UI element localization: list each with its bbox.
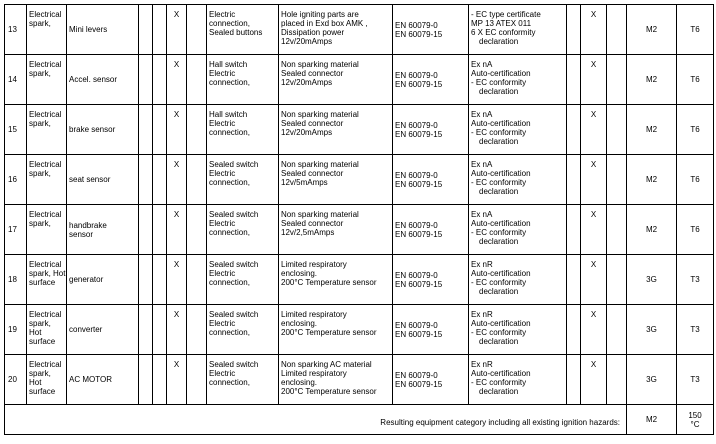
description-cell-line: Non sparking material: [281, 60, 359, 69]
hazard-cell-line: spark,: [29, 369, 51, 378]
empty-cell: [153, 355, 167, 405]
temperature-class-cell: T3: [677, 255, 714, 305]
summary-temperature-unit: °C: [690, 419, 700, 429]
table-body: [5, 5, 714, 435]
certification-cell-line: declaration: [479, 337, 519, 346]
summary-temperature: [677, 405, 714, 435]
empty-cell: [607, 105, 627, 155]
table-row: [5, 5, 714, 55]
empty-cell: [139, 155, 153, 205]
certification-cell-line: declaration: [479, 237, 519, 246]
component-cell-line: Mini levers: [69, 25, 108, 34]
empty-cell: [139, 105, 153, 155]
hazard-cell-line: Electrical: [29, 160, 62, 169]
certification-cell-line: Ex nA: [471, 60, 493, 69]
category-cell: M2: [627, 55, 677, 105]
temperature-class-cell: T3: [677, 305, 714, 355]
standards-cell: [393, 305, 469, 355]
certification-cell-line: declaration: [479, 137, 519, 146]
component-cell: [67, 105, 139, 155]
temperature-class-cell: T6: [677, 55, 714, 105]
certification-cell-line: Auto-certification: [471, 319, 531, 328]
table-row: [5, 105, 714, 155]
empty-cell: [607, 205, 627, 255]
certification-cell-line: Ex nA: [471, 210, 493, 219]
certification-cell-line: - EC conformity: [471, 328, 527, 337]
description-cell-line: Non sparking AC material: [281, 360, 372, 369]
row-number: 18: [5, 255, 27, 305]
hazard-cell-line: Electrical: [29, 110, 62, 119]
description-cell-line: Hole igniting parts are: [281, 10, 359, 19]
hazard-cell-line: Electrical: [29, 210, 62, 219]
hazard-cell: [27, 355, 67, 405]
mark-b-cell: X: [581, 155, 607, 205]
standards-cell-line: EN 60079-0: [395, 370, 438, 380]
mark-a-cell: X: [167, 55, 187, 105]
standards-cell: [393, 355, 469, 405]
mark-b-cell: X: [581, 305, 607, 355]
empty-cell: [153, 105, 167, 155]
measure-cell-line: Electric: [209, 319, 236, 328]
empty-cell: [567, 355, 581, 405]
mark-b-cell: X: [581, 105, 607, 155]
empty-cell: [187, 355, 207, 405]
row-number: 13: [5, 5, 27, 55]
empty-cell: [139, 305, 153, 355]
empty-cell: [567, 5, 581, 55]
category-cell: M2: [627, 105, 677, 155]
standards-cell: [393, 5, 469, 55]
certification-cell: [469, 305, 567, 355]
table-row: [5, 155, 714, 205]
description-cell-line: Limited respiratory: [281, 310, 347, 319]
empty-cell: [567, 205, 581, 255]
standards-cell-line: EN 60079-15: [395, 329, 443, 339]
hazard-cell-line: spark, Hot: [29, 269, 66, 278]
standards-cell-line: EN 60079-0: [395, 320, 438, 330]
standards-cell-line: EN 60079-15: [395, 179, 443, 189]
mark-a-cell: X: [167, 5, 187, 55]
description-cell-line: 200°C Temperature sensor: [281, 328, 377, 337]
measure-cell-line: Hall switch: [209, 60, 248, 69]
measure-cell-line: Electric: [209, 219, 236, 228]
standards-cell-line: EN 60079-0: [395, 70, 438, 80]
description-cell-line: enclosing.: [281, 378, 318, 387]
temperature-class-cell: T6: [677, 155, 714, 205]
measure-cell-line: Electric: [209, 119, 236, 128]
certification-cell-line: Auto-certification: [471, 169, 531, 178]
certification-cell: [469, 105, 567, 155]
description-cell: [279, 205, 393, 255]
certification-cell-line: Auto-certification: [471, 119, 531, 128]
description-cell: [279, 255, 393, 305]
component-cell-line: brake sensor: [69, 125, 116, 134]
measure-cell-line: connection,: [209, 328, 250, 337]
empty-cell: [567, 105, 581, 155]
standards-cell: [393, 105, 469, 155]
measure-cell-line: connection,: [209, 228, 250, 237]
empty-cell: [139, 5, 153, 55]
hazard-cell-line: surface: [29, 278, 56, 287]
hazard-cell-line: Electrical: [29, 10, 62, 19]
standards-cell: [393, 255, 469, 305]
mark-b-cell: X: [581, 5, 607, 55]
component-cell-line: generator: [69, 275, 104, 284]
certification-cell: [469, 255, 567, 305]
standards-cell: [393, 55, 469, 105]
certification-cell-line: 6 X EC conformity: [471, 28, 536, 37]
hazard-cell-line: spark,: [29, 169, 51, 178]
empty-cell: [153, 255, 167, 305]
certification-cell: [469, 5, 567, 55]
hazard-cell-line: spark,: [29, 19, 51, 28]
mark-a-cell: X: [167, 105, 187, 155]
certification-cell-line: - EC conformity: [471, 378, 527, 387]
description-cell-line: Sealed connector: [281, 69, 344, 78]
hazard-cell: [27, 155, 67, 205]
empty-cell: [567, 305, 581, 355]
ignition-hazard-table: [4, 4, 714, 435]
certification-cell: [469, 55, 567, 105]
standards-cell-line: EN 60079-15: [395, 129, 443, 139]
measure-cell-line: connection,: [209, 78, 250, 87]
standards-cell-line: EN 60079-15: [395, 79, 443, 89]
hazard-cell-line: spark,: [29, 119, 51, 128]
hazard-cell-line: spark,: [29, 319, 51, 328]
measure-cell-line: Sealed switch: [209, 160, 259, 169]
hazard-cell-line: spark,: [29, 219, 51, 228]
summary-label: Resulting equipment category including all existing ignition hazards:: [5, 405, 627, 435]
empty-cell: [139, 255, 153, 305]
description-cell-line: enclosing.: [281, 269, 318, 278]
description-cell: [279, 105, 393, 155]
empty-cell: [153, 305, 167, 355]
measure-cell: [207, 305, 279, 355]
certification-cell-line: - EC conformity: [471, 278, 527, 287]
hazard-cell: [27, 255, 67, 305]
description-cell-line: 200°C Temperature sensor: [281, 278, 377, 287]
certification-cell-line: Ex nA: [471, 160, 493, 169]
category-cell: 3G: [627, 355, 677, 405]
row-number: 15: [5, 105, 27, 155]
measure-cell-line: Sealed switch: [209, 260, 259, 269]
description-cell-line: Sealed connector: [281, 219, 344, 228]
component-cell-line: handbrake: [69, 220, 107, 230]
measure-cell-line: Electric: [209, 10, 236, 19]
row-number: 16: [5, 155, 27, 205]
empty-cell: [607, 55, 627, 105]
description-cell-line: 12v/5mAmps: [281, 178, 328, 187]
standards-cell: [393, 205, 469, 255]
certification-cell-line: declaration: [479, 387, 519, 396]
certification-cell-line: declaration: [479, 287, 519, 296]
certification-cell-line: - EC conformity: [471, 78, 527, 87]
empty-cell: [139, 205, 153, 255]
description-cell-line: Non sparking material: [281, 110, 359, 119]
empty-cell: [153, 205, 167, 255]
measure-cell-line: connection,: [209, 128, 250, 137]
empty-cell: [187, 305, 207, 355]
measure-cell: [207, 155, 279, 205]
certification-cell-line: Auto-certification: [471, 269, 531, 278]
empty-cell: [187, 55, 207, 105]
standards-cell-line: EN 60079-0: [395, 170, 438, 180]
certification-cell-line: - EC conformity: [471, 128, 527, 137]
mark-a-cell: X: [167, 305, 187, 355]
certification-cell-line: Auto-certification: [471, 219, 531, 228]
certification-cell: [469, 355, 567, 405]
component-cell-line: AC MOTOR: [69, 375, 112, 384]
measure-cell: [207, 255, 279, 305]
certification-cell-line: - EC type certificate: [471, 10, 541, 19]
category-cell: M2: [627, 155, 677, 205]
summary-row: [5, 405, 714, 435]
standards-cell-line: EN 60079-15: [395, 379, 443, 389]
measure-cell-line: Electric: [209, 69, 236, 78]
empty-cell: [187, 255, 207, 305]
mark-a-cell: X: [167, 205, 187, 255]
mark-b-cell: X: [581, 205, 607, 255]
empty-cell: [153, 5, 167, 55]
mark-a-cell: X: [167, 355, 187, 405]
category-cell: M2: [627, 205, 677, 255]
standards-cell: [393, 155, 469, 205]
measure-cell-line: connection,: [209, 378, 250, 387]
certification-cell-line: declaration: [479, 187, 519, 196]
description-cell-line: Limited respiratory: [281, 260, 347, 269]
mark-a-cell: X: [167, 255, 187, 305]
row-number: 20: [5, 355, 27, 405]
hazard-cell-line: Electrical: [29, 60, 62, 69]
measure-cell-line: Electric: [209, 169, 236, 178]
mark-b-cell: X: [581, 355, 607, 405]
hazard-cell-line: Hot: [29, 378, 42, 387]
summary-temperature-value: 150: [688, 410, 702, 420]
description-cell: [279, 355, 393, 405]
description-cell: [279, 5, 393, 55]
empty-cell: [187, 155, 207, 205]
component-cell: [67, 155, 139, 205]
description-cell-line: 12v/2,5mAmps: [281, 228, 335, 237]
certification-cell: [469, 205, 567, 255]
summary-category: M2: [627, 405, 677, 435]
empty-cell: [567, 155, 581, 205]
empty-cell: [567, 55, 581, 105]
measure-cell-line: connection,: [209, 278, 250, 287]
mark-b-cell: X: [581, 55, 607, 105]
row-number: 14: [5, 55, 27, 105]
empty-cell: [567, 255, 581, 305]
hazard-cell-line: spark,: [29, 69, 51, 78]
empty-cell: [187, 105, 207, 155]
certification-cell-line: Ex nR: [471, 360, 493, 369]
empty-cell: [139, 355, 153, 405]
component-cell-line: Accel. sensor: [69, 75, 118, 84]
empty-cell: [153, 55, 167, 105]
measure-cell: [207, 105, 279, 155]
certification-cell-line: Ex nR: [471, 310, 493, 319]
mark-a-cell: X: [167, 155, 187, 205]
standards-cell-line: EN 60079-0: [395, 120, 438, 130]
component-cell: [67, 355, 139, 405]
measure-cell: [207, 5, 279, 55]
measure-cell-line: Electric: [209, 269, 236, 278]
description-cell-line: Non sparking material: [281, 210, 359, 219]
description-cell-line: placed in Exd box AMK ,: [281, 19, 368, 28]
row-number: 17: [5, 205, 27, 255]
empty-cell: [607, 5, 627, 55]
measure-cell: [207, 355, 279, 405]
hazard-cell-line: Electrical: [29, 260, 62, 269]
hazard-cell-line: Electrical: [29, 360, 62, 369]
measure-cell-line: connection,: [209, 178, 250, 187]
empty-cell: [139, 55, 153, 105]
certification-cell-line: Auto-certification: [471, 69, 531, 78]
hazard-cell-line: Electrical: [29, 310, 62, 319]
table-row: [5, 55, 714, 105]
temperature-class-cell: T3: [677, 355, 714, 405]
empty-cell: [187, 205, 207, 255]
component-cell: [67, 5, 139, 55]
measure-cell: [207, 55, 279, 105]
empty-cell: [153, 155, 167, 205]
table-row: [5, 205, 714, 255]
empty-cell: [607, 355, 627, 405]
certification-cell-line: declaration: [479, 37, 519, 46]
measure-cell-line: Hall switch: [209, 110, 248, 119]
certification-cell-line: declaration: [479, 87, 519, 96]
description-cell: [279, 155, 393, 205]
hazard-cell-line: surface: [29, 337, 56, 346]
certification-cell-line: MP 13 ATEX 011: [471, 19, 532, 28]
description-cell-line: enclosing.: [281, 319, 318, 328]
description-cell-line: 200°C Temperature sensor: [281, 387, 377, 396]
description-cell-line: 12v/20mAmps: [281, 78, 333, 87]
certification-cell-line: Auto-certification: [471, 369, 531, 378]
temperature-class-cell: T6: [677, 205, 714, 255]
table-row: [5, 355, 714, 405]
measure-cell-line: Electric: [209, 369, 236, 378]
description-cell-line: Non sparking material: [281, 160, 359, 169]
hazard-cell: [27, 205, 67, 255]
standards-cell-line: EN 60079-15: [395, 279, 443, 289]
description-cell: [279, 305, 393, 355]
hazard-cell: [27, 105, 67, 155]
description-cell-line: Limited respiratory: [281, 369, 347, 378]
category-cell: 3G: [627, 305, 677, 355]
empty-cell: [607, 155, 627, 205]
category-cell: 3G: [627, 255, 677, 305]
component-cell: [67, 305, 139, 355]
temperature-class-cell: T6: [677, 105, 714, 155]
standards-cell-line: EN 60079-15: [395, 229, 443, 239]
hazard-cell: [27, 305, 67, 355]
temperature-class-cell: T6: [677, 5, 714, 55]
hazard-cell: [27, 5, 67, 55]
description-cell-line: 12v/20mAmps: [281, 37, 333, 46]
component-cell-line: sensor: [69, 229, 94, 239]
category-cell: M2: [627, 5, 677, 55]
measure-cell-line: connection,: [209, 19, 250, 28]
component-cell-line: seat sensor: [69, 175, 111, 184]
measure-cell-line: Sealed buttons: [209, 28, 263, 37]
description-cell-line: Sealed connector: [281, 119, 344, 128]
component-cell-line: converter: [69, 325, 103, 334]
description-cell-line: 12v/20mAmps: [281, 128, 333, 137]
description-cell-line: Sealed connector: [281, 169, 344, 178]
table-row: [5, 255, 714, 305]
standards-cell-line: EN 60079-0: [395, 220, 438, 230]
empty-cell: [607, 305, 627, 355]
empty-cell: [187, 5, 207, 55]
certification-cell-line: - EC conformity: [471, 228, 527, 237]
empty-cell: [607, 255, 627, 305]
component-cell: [67, 55, 139, 105]
certification-cell-line: Ex nR: [471, 260, 493, 269]
standards-cell-line: EN 60079-0: [395, 20, 438, 30]
measure-cell-line: Sealed switch: [209, 360, 259, 369]
mark-b-cell: X: [581, 255, 607, 305]
hazard-cell-line: surface: [29, 387, 56, 396]
description-cell-line: Dissipation power: [281, 28, 345, 37]
hazard-cell: [27, 55, 67, 105]
measure-cell-line: Sealed switch: [209, 310, 259, 319]
certification-cell-line: - EC conformity: [471, 178, 527, 187]
component-cell: [67, 255, 139, 305]
standards-cell-line: EN 60079-15: [395, 29, 443, 39]
row-number: 19: [5, 305, 27, 355]
component-cell: [67, 205, 139, 255]
hazard-cell-line: Hot: [29, 328, 42, 337]
measure-cell-line: Sealed switch: [209, 210, 259, 219]
certification-cell-line: Ex nA: [471, 110, 493, 119]
certification-cell: [469, 155, 567, 205]
measure-cell: [207, 205, 279, 255]
description-cell: [279, 55, 393, 105]
standards-cell-line: EN 60079-0: [395, 270, 438, 280]
table-row: [5, 305, 714, 355]
